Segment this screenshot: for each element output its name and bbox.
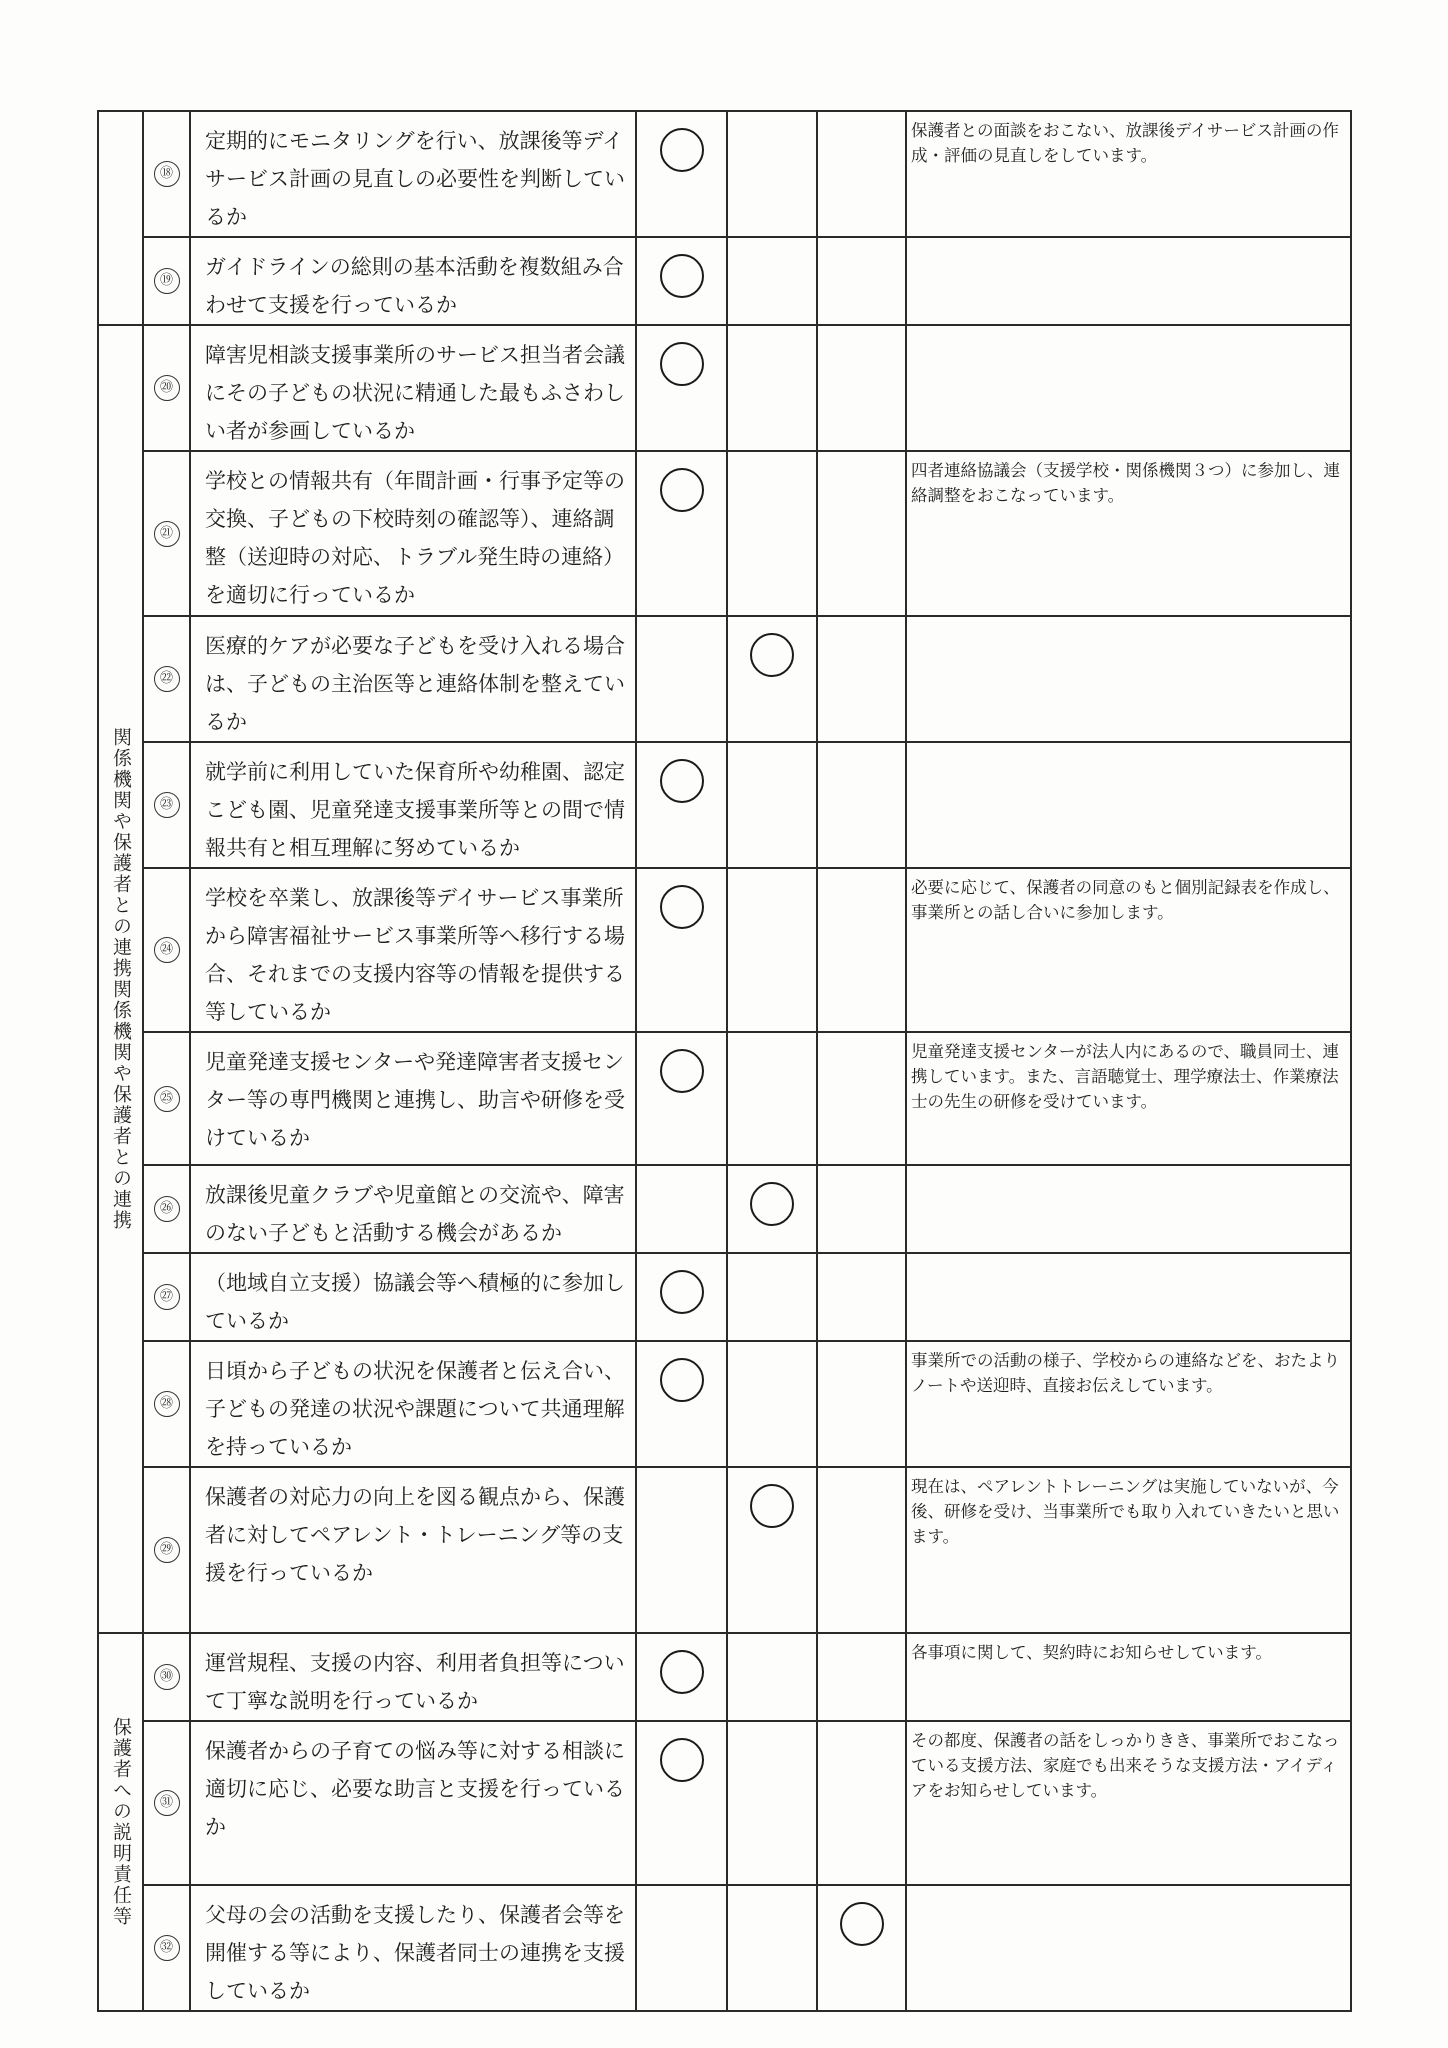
answer-yes-cell: [636, 868, 727, 1032]
answer-neutral-cell: [727, 868, 817, 1032]
answer-yes-cell: [636, 237, 727, 325]
item-number: [143, 1032, 190, 1165]
circle-mark-icon: [660, 1650, 704, 1694]
item-number-badge: ⑳: [154, 375, 180, 401]
answer-yes-cell: [636, 1253, 727, 1341]
remarks-cell: [906, 1165, 1351, 1253]
answer-no-cell: [817, 111, 906, 237]
item-number: [143, 451, 190, 616]
answer-no-cell: [817, 1885, 906, 2011]
category-label: 保護者への説明責任等: [98, 1633, 143, 2011]
table-row: [98, 325, 1351, 451]
circle-mark-icon: [660, 342, 704, 386]
remarks-cell: [906, 616, 1351, 742]
item-number-badge: ㉖: [154, 1196, 180, 1222]
check-item-text: 保護者からの子育ての悩み等に対する相談に適切に応じ、必要な助言と支援を行っているか: [190, 1721, 636, 1885]
table-row: [98, 742, 1351, 868]
answer-neutral-cell: [727, 1032, 817, 1165]
circle-mark-icon: [750, 1484, 794, 1528]
check-item-text: 日頃から子どもの状況を保護者と伝え合い、子どもの発達の状況や課題について共通理解を持っているか: [190, 1341, 636, 1467]
answer-no-cell: [817, 325, 906, 451]
table-row: [98, 111, 1351, 237]
answer-yes-cell: [636, 1032, 727, 1165]
check-item-text: 父母の会の活動を支援したり、保護者会等を開催する等により、保護者同士の連携を支援しているか: [190, 1885, 636, 2011]
check-item-text: 定期的にモニタリングを行い、放課後等デイサービス計画の見直しの必要性を判断しているか: [190, 111, 636, 237]
answer-neutral-cell: [727, 1633, 817, 1721]
item-number-badge: ㉚: [154, 1664, 180, 1690]
check-item-text: 放課後児童クラブや児童館との交流や、障害のない子どもと活動する機会があるか: [190, 1165, 636, 1253]
remarks-cell: [906, 325, 1351, 451]
circle-mark-icon: [750, 633, 794, 677]
check-item-text: 児童発達支援センターや発達障害者支援センター等の専門機関と連携し、助言や研修を受けているか: [190, 1032, 636, 1165]
item-number-badge: ㉙: [154, 1537, 180, 1563]
answer-yes-cell: [636, 742, 727, 868]
check-item-text: ガイドラインの総則の基本活動を複数組み合わせて支援を行っているか: [190, 237, 636, 325]
circle-mark-icon: [660, 128, 704, 172]
answer-neutral-cell: [727, 1885, 817, 2011]
answer-neutral-cell: [727, 1253, 817, 1341]
remarks-cell: 四者連絡協議会（支援学校・関係機関３つ）に参加し、連絡調整をおこなっています。: [906, 451, 1351, 616]
answer-neutral-cell: [727, 325, 817, 451]
answer-no-cell: [817, 1467, 906, 1633]
answer-neutral-cell: [727, 1721, 817, 1885]
remarks-cell: その都度、保護者の話をしっかりきき、事業所でおこなっている支援方法、家庭でも出来そうな支援方法・アイディアをお知らせしています。: [906, 1721, 1351, 1885]
table-row: [98, 616, 1351, 742]
item-number-badge: ㉓: [154, 792, 180, 818]
answer-neutral-cell: [727, 742, 817, 868]
circle-mark-icon: [660, 468, 704, 512]
table-row: [98, 1721, 1351, 1885]
answer-neutral-cell: [727, 1467, 817, 1633]
item-number: [143, 325, 190, 451]
check-item-text: 保護者の対応力の向上を図る観点から、保護者に対してペアレント・トレーニング等の支援を行っているか: [190, 1467, 636, 1633]
category-label: 関係機関や保護者との連携関係機関や保護者との連携: [98, 325, 143, 1633]
remarks-cell: [906, 742, 1351, 868]
remarks-cell: 各事項に関して、契約時にお知らせしています。: [906, 1633, 1351, 1721]
answer-yes-cell: [636, 1341, 727, 1467]
check-item-text: 就学前に利用していた保育所や幼稚園、認定こども園、児童発達支援事業所等との間で情報共有と相互理解に努めているか: [190, 742, 636, 868]
item-number: [143, 1341, 190, 1467]
answer-neutral-cell: [727, 237, 817, 325]
remarks-cell: 事業所での活動の様子、学校からの連絡などを、おたよりノートや送迎時、直接お伝えしています。: [906, 1341, 1351, 1467]
table-row: [98, 1885, 1351, 2011]
item-number: [143, 1467, 190, 1633]
table-row: [98, 1467, 1351, 1633]
table-row: [98, 451, 1351, 616]
answer-no-cell: [817, 868, 906, 1032]
item-number: [143, 1165, 190, 1253]
remarks-cell: [906, 1253, 1351, 1341]
answer-yes-cell: [636, 451, 727, 616]
check-item-text: 障害児相談支援事業所のサービス担当者会議にその子どもの状況に精通した最もふさわしい者が参画しているか: [190, 325, 636, 451]
table-row: [98, 237, 1351, 325]
answer-no-cell: [817, 1253, 906, 1341]
circle-mark-icon: [660, 1738, 704, 1782]
answer-neutral-cell: [727, 451, 817, 616]
answer-no-cell: [817, 742, 906, 868]
answer-neutral-cell: [727, 1341, 817, 1467]
answer-yes-cell: [636, 1633, 727, 1721]
answer-yes-cell: [636, 616, 727, 742]
answer-yes-cell: [636, 111, 727, 237]
circle-mark-icon: [660, 885, 704, 929]
answer-yes-cell: [636, 1165, 727, 1253]
item-number: [143, 1721, 190, 1885]
remarks-cell: [906, 237, 1351, 325]
item-number-badge: ㉘: [154, 1391, 180, 1417]
item-number-badge: ㉔: [154, 937, 180, 963]
item-number-badge: ㉕: [154, 1086, 180, 1112]
table-row: [98, 1165, 1351, 1253]
answer-neutral-cell: [727, 111, 817, 237]
item-number: [143, 616, 190, 742]
check-item-text: 医療的ケアが必要な子どもを受け入れる場合は、子どもの主治医等と連絡体制を整えているか: [190, 616, 636, 742]
answer-no-cell: [817, 451, 906, 616]
answer-no-cell: [817, 1341, 906, 1467]
self-evaluation-table: [97, 110, 1352, 2012]
remarks-cell: 児童発達支援センターが法人内にあるので、職員同士、連携しています。また、言語聴覚士、理学療法士、作業療法士の先生の研修を受けています。: [906, 1032, 1351, 1165]
item-number-badge: ⑱: [154, 161, 180, 187]
item-number: [143, 111, 190, 237]
item-number-badge: ㉜: [154, 1935, 180, 1961]
item-number: [143, 237, 190, 325]
answer-yes-cell: [636, 1467, 727, 1633]
item-number: [143, 1633, 190, 1721]
circle-mark-icon: [660, 1358, 704, 1402]
item-number: [143, 742, 190, 868]
item-number-badge: ㉒: [154, 666, 180, 692]
answer-no-cell: [817, 1633, 906, 1721]
item-number: [143, 1253, 190, 1341]
item-number-badge: ⑲: [154, 268, 180, 294]
item-number: [143, 1885, 190, 2011]
check-item-text: （地域自立支援）協議会等へ積極的に参加しているか: [190, 1253, 636, 1341]
circle-mark-icon: [840, 1902, 884, 1946]
answer-no-cell: [817, 1721, 906, 1885]
table-row: [98, 1633, 1351, 1721]
answer-no-cell: [817, 1032, 906, 1165]
item-number-badge: ㉛: [154, 1790, 180, 1816]
answer-yes-cell: [636, 1721, 727, 1885]
remarks-cell: [906, 1885, 1351, 2011]
answer-no-cell: [817, 1165, 906, 1253]
circle-mark-icon: [750, 1182, 794, 1226]
answer-yes-cell: [636, 1885, 727, 2011]
check-item-text: 運営規程、支援の内容、利用者負担等について丁寧な説明を行っているか: [190, 1633, 636, 1721]
remarks-cell: 必要に応じて、保護者の同意のもと個別記録表を作成し、事業所との話し合いに参加します。: [906, 868, 1351, 1032]
category-cell-continued: [98, 111, 143, 325]
circle-mark-icon: [660, 254, 704, 298]
table-row: [98, 868, 1351, 1032]
circle-mark-icon: [660, 1049, 704, 1093]
answer-no-cell: [817, 616, 906, 742]
circle-mark-icon: [660, 1270, 704, 1314]
answer-no-cell: [817, 237, 906, 325]
item-number-badge: ㉑: [154, 521, 180, 547]
remarks-cell: 現在は、ペアレントトレーニングは実施していないが、今後、研修を受け、当事業所でも取り入れていきたいと思います。: [906, 1467, 1351, 1633]
answer-yes-cell: [636, 325, 727, 451]
remarks-cell: 保護者との面談をおこない、放課後デイサービス計画の作成・評価の見直しをしています。: [906, 111, 1351, 237]
table-row: [98, 1253, 1351, 1341]
answer-neutral-cell: [727, 1165, 817, 1253]
check-item-text: 学校との情報共有（年間計画・行事予定等の交換、子どもの下校時刻の確認等）、連絡調整（送迎時の対応、トラブル発生時の連絡）を適切に行っているか: [190, 451, 636, 616]
circle-mark-icon: [660, 759, 704, 803]
answer-neutral-cell: [727, 616, 817, 742]
item-number: [143, 868, 190, 1032]
table-row: [98, 1341, 1351, 1467]
item-number-badge: ㉗: [154, 1284, 180, 1310]
check-item-text: 学校を卒業し、放課後等デイサービス事業所から障害福祉サービス事業所等へ移行する場合、それまでの支援内容等の情報を提供する等しているか: [190, 868, 636, 1032]
table-row: [98, 1032, 1351, 1165]
